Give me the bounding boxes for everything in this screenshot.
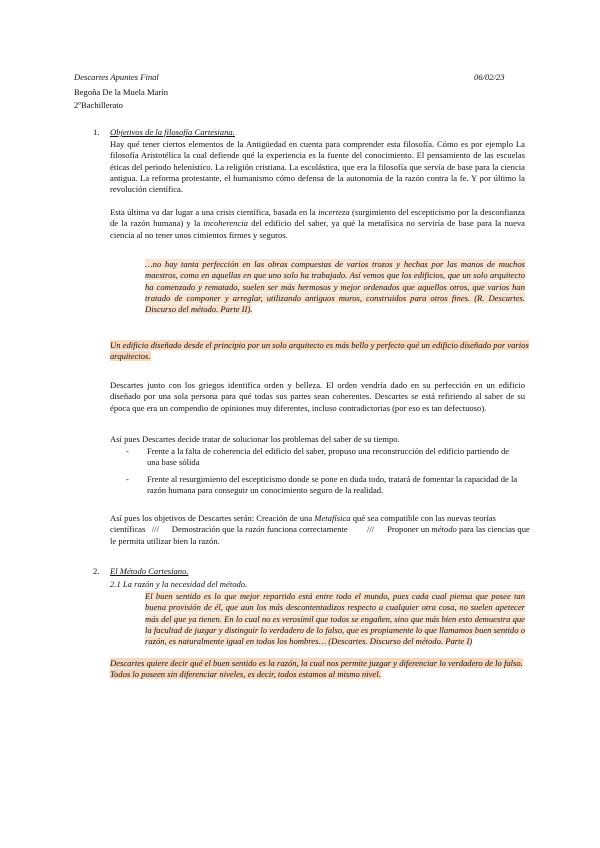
quote-discurso-parte-2 [145,259,525,315]
paragraph-text: qué sea compatible con las nuevas teorías científicas /// Demostración que la [110,513,499,535]
quote-text: El buen sentido es lo que mejor repartido está entre todo el mundo, pues cada cual piensa que posee tan buena provisión de él, que aun los más descontentadizos respecto a cualquier otra cosa, no suelen apetecer más del que ya tienen. En lo cual no es verosímil que todos se engañen, sino que más bien esto demuestra que la facultad de juzgar y distinguir lo verdadero de lo falso, que es propiamente lo que llamamos buen sentido o razón, es naturalmente igual en todos los hombres… (Descartes. Discurso del método. Parte I) [145,591,525,647]
highlighted-comment-1 [110,340,530,363]
quote-discurso-parte-1 [145,591,525,647]
bullet-item-coherencia [126,446,522,469]
section-1-paragraph-1: Hay qué tener ciertos elementos de la Antigüedad en cuenta para comprender esta filosofía. Cómo es por ejemplo La filosofía Aristotélica la cual defiende qué la experiencia es la fuente del conocimiento. El pensamiento de las escuelas éticas del periodo helenístico. La religión cristiana. La escolástica, que era la filosofía que servía de base para la ciencia antigua. La reforma protestante, el humanismo cómo defensa de la autonomía de la razón contra la fe. Y por último la revolución científica. [110,139,525,195]
document-title: Descartes Apuntes Final [74,72,159,82]
section-1-paragraph-3: Descartes junto con los griegos identifica orden y belleza. El orden vendría dado en su perfección en un edificio diseñado por una sola persona para qué todas sus partes sean coherentes. Descartes se está refiriendo al saber de su época que era un compendio de opiniones muy diferentes, incluso contradictorias (por eso es tan defectuoso). [110,380,525,413]
section-1-paragraph-4: Así pues Descartes decide tratar de solucionar los problemas del saber de su tiempo. [110,434,400,444]
section-1-number: 1. [93,127,100,137]
document-date: 06/02/23 [474,72,505,82]
term-metodo: método [431,524,457,535]
bullet-dash: - [126,474,129,484]
bullet-item-escepticismo [126,474,522,497]
quote-text: …no hay tanta perfección en las obras compuestas de varios trozos y hechas por las manos de muchos maestros, como en aquellas en que uno solo ha trabajado. Así vemos que los edificios, que un solo arquitecto ha comenzado y rematado, suelen ser más hermosos y mejor ordenados que aquellos otros, que varios han tratado de componer y arreglar, utilizando antiguos muros, construidos para otros fines. (R. Descartes. Discurso del método. Parte II). [145,259,525,315]
paragraph-text: (surgimiento del escepticismo por la desconfianza de la razón humana) y la [110,207,525,229]
section-2-number: 2. [93,566,100,576]
comment-text: Un edificio diseñado desde el principio por un solo arquitecto es más bello y perfecto qué un edificio diseñado por varios arquitectos. [110,340,529,362]
course-name: 2ºBachillerato [74,100,123,110]
author-name: Begoña De la Muela Marín [74,87,169,97]
subsection-2-1-heading: 2.1 La razón y la necesidad del método. [110,579,248,589]
paragraph-text: Así pues los objetivos de Descartes serán: Creación de una [110,513,315,523]
bullet-text: Frente al resurgimiento del escepticismo donde se pone en duda todo, tratará de fomentar la capacidad de la razón humana para conseguir un conocimiento seguro de la realidad. [147,474,518,496]
term-metafisica: Metafísica [314,513,351,523]
paragraph-text: del edificio del saber, ya qué la metafísica no serviría de base para la nueva ciencia al no tener unos cimientos firmes y seguros. [110,218,525,240]
paragraph-text: Esta última va dar lugar a una crisis científica, basada en la [110,207,319,217]
bullet-text: Frente a la falta de coherencia del edificio del saber, propuso una reconstrucción del edificio partiendo de una base sólida [147,446,510,468]
bullet-dash: - [126,446,129,456]
term-incoherencia: incoherencia [203,218,248,229]
paragraph-text: funciona correctamente /// Proponer un [264,524,432,535]
comment-text: Descartes quiere decir qué el buen sentido es la razón, la cual nos permite juzgar y diferenciar lo verdadero de lo falso. Todos lo poseen sin diferenciar niveles, es decir, todos estamos al mismo nivel. [110,658,523,680]
section-1-objectives [110,513,530,547]
term-razon: razón [245,524,265,535]
section-1-heading: Objetivos de la filosofía Cartesiana. [110,127,235,137]
highlighted-comment-2 [110,658,530,681]
section-1-paragraph-2 [110,207,525,241]
term-incerteza: incerteza [318,207,350,217]
section-2-heading: El Método Cartesiano. [110,566,189,576]
paragraph-text: para las ciencias que le permita utilizar bien la razón. [110,524,530,546]
